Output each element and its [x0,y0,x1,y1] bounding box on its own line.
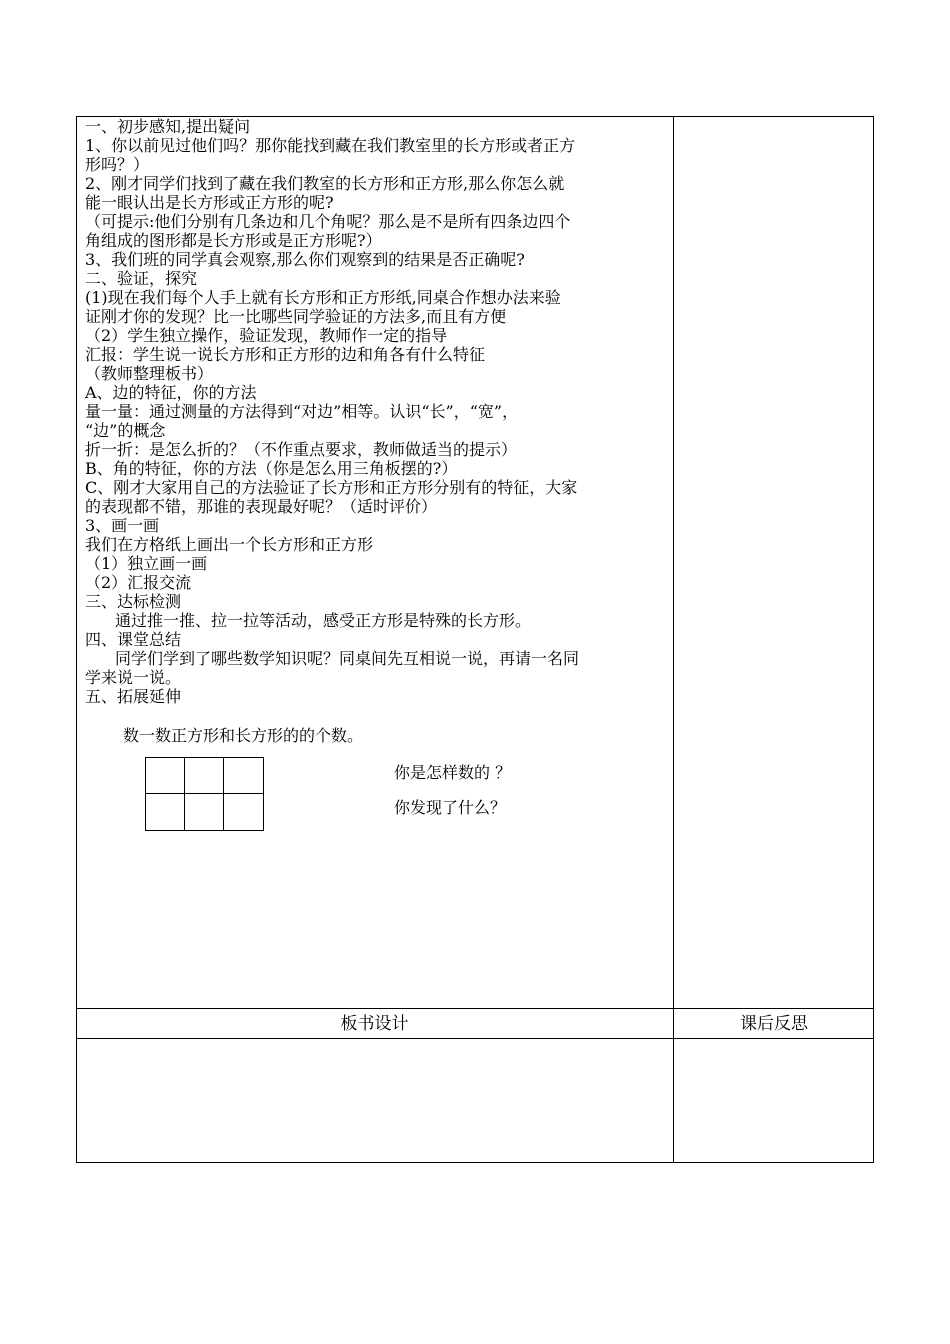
text-line: （1）独立画一画 [85,554,208,573]
text-line: A、边的特征，你的方法 [85,383,257,402]
section-heading: 三、达标检测 [85,592,182,611]
text-line: （教师整理板书） [85,364,214,383]
text-line: 3、我们班的同学真会观察,那么你们观察到的结果是否正确呢? [85,250,525,269]
text-line: 角组成的图形都是长方形或是正方形呢?） [85,231,382,250]
text-line: 3、画一画 [85,516,160,535]
text-line: 1、你以前见过他们吗？那你能找到藏在我们教室里的长方形或者正方 [85,136,576,155]
text-line: 汇报：学生说一说长方形和正方形的边和角各有什么特征 [85,345,486,364]
text-line: （2）学生独立操作，验证发现，教师作一定的指导 [85,326,448,345]
lesson-process-text [85,117,668,706]
grid-cell [185,794,224,830]
section-heading: 四、课堂总结 [85,630,182,649]
text-line: 同学们学到了哪些数学知识呢？同桌间先互相说一说，再请一名同 [115,649,580,668]
text-line: 通过推一推、拉一拉等活动，感受正方形是特殊的长方形。 [115,611,532,630]
grid-cell [224,794,263,830]
text-line: (1)现在我们每个人手上就有长方形和正方形纸,同桌合作想办法来验 [85,288,561,307]
table-row-divider [76,1008,874,1009]
text-line: 量一量：通过测量的方法得到“对边”相等。认识“长”，“宽”， [85,402,519,421]
text-line: 我们在方格纸上画出一个长方形和正方形 [85,535,374,554]
board-design-cell[interactable] [77,1039,673,1162]
grid-cell [146,758,185,794]
section-heading: 五、拓展延伸 [85,687,182,706]
text-line: （可提示:他们分别有几条边和几个角呢？那么是不是所有四条边四个 [85,212,571,231]
count-shapes-prompt: 数一数正方形和长方形的的个数。 [123,726,364,745]
notes-column-cell[interactable] [674,117,873,1008]
reflection-header: 课后反思 [740,1014,808,1034]
text-line: 证刚才你的发现？比一比哪些同学验证的方法多,而且有方便 [85,307,507,326]
text-line: “边”的概念 [85,421,166,440]
grid-cell [224,758,263,794]
text-line: （2）汇报交流 [85,573,192,592]
board-design-header: 板书设计 [340,1014,409,1034]
text-line: 能一眼认出是长方形或正方形的呢? [85,193,334,212]
grid-cell [185,758,224,794]
text-line: 2、刚才同学们找到了藏在我们教室的长方形和正方形,那么你怎么就 [85,174,565,193]
reflection-cell[interactable] [674,1039,873,1162]
question-what-found: 你发现了什么？ [394,798,507,817]
text-line: 形吗？） [85,155,150,174]
text-line: B、角的特征，你的方法（你是怎么用三角板摆的?） [85,459,458,478]
rectangle-grid-figure [145,757,264,831]
text-line: 折一折：是怎么折的？（不作重点要求，教师做适当的提示） [85,440,518,459]
text-line: C、刚才大家用自己的方法验证了长方形和正方形分别有的特征，大家 [85,478,578,497]
section-heading: 二、验证，探究 [85,269,198,288]
text-line: 的表现都不错，那谁的表现最好呢？（适时评价） [85,497,438,516]
section-heading: 一、初步感知,提出疑问 [85,117,251,136]
question-how-count: 你是怎样数的 ？ [394,763,512,782]
text-line: 学来说一说。 [85,668,182,687]
grid-cell [146,794,185,830]
